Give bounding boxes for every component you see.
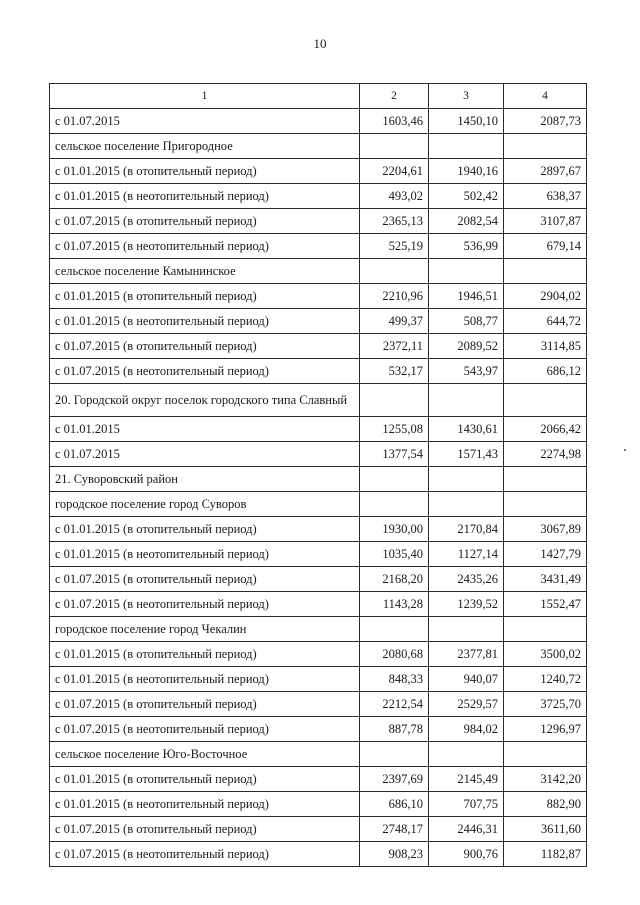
row-value-col4: 1427,79 xyxy=(504,542,587,567)
table-row xyxy=(50,259,587,284)
table-row xyxy=(50,359,587,384)
row-value-col4: 3067,89 xyxy=(504,517,587,542)
row-label: с 01.07.2015 (в неотопительный период) xyxy=(50,359,360,384)
row-value-col4: 2897,67 xyxy=(504,159,587,184)
row-value-col2: 525,19 xyxy=(360,234,429,259)
row-value-col2: 2212,54 xyxy=(360,692,429,717)
row-value-col3: 1430,61 xyxy=(429,417,504,442)
row-value-col3: 2446,31 xyxy=(429,817,504,842)
row-value-col2 xyxy=(360,134,429,159)
row-value-col2: 1035,40 xyxy=(360,542,429,567)
tariff-table xyxy=(49,83,587,867)
table-row xyxy=(50,692,587,717)
row-value-col2 xyxy=(360,259,429,284)
row-label: с 01.01.2015 (в отопительный период) xyxy=(50,767,360,792)
row-value-col3 xyxy=(429,467,504,492)
row-label: 20. Городской округ поселок городского типа Славный xyxy=(50,384,360,417)
table-row xyxy=(50,492,587,517)
table-row xyxy=(50,517,587,542)
row-value-col4: 3611,60 xyxy=(504,817,587,842)
row-value-col3: 2170,84 xyxy=(429,517,504,542)
row-label: с 01.07.2015 (в неотопительный период) xyxy=(50,842,360,867)
row-value-col3 xyxy=(429,617,504,642)
column-header-3: 3 xyxy=(429,84,504,109)
row-value-col4 xyxy=(504,467,587,492)
row-label: с 01.07.2015 (в отопительный период) xyxy=(50,209,360,234)
row-value-col2: 848,33 xyxy=(360,667,429,692)
row-value-col2: 1143,28 xyxy=(360,592,429,617)
row-value-col4: 882,90 xyxy=(504,792,587,817)
row-value-col3: 2377,81 xyxy=(429,642,504,667)
table-row xyxy=(50,792,587,817)
table-row xyxy=(50,667,587,692)
table-row xyxy=(50,617,587,642)
row-value-col3 xyxy=(429,492,504,517)
row-value-col4: 3725,70 xyxy=(504,692,587,717)
row-value-col3: 1127,14 xyxy=(429,542,504,567)
row-value-col4 xyxy=(504,617,587,642)
table-row xyxy=(50,442,587,467)
table-row xyxy=(50,417,587,442)
row-value-col2: 2372,11 xyxy=(360,334,429,359)
row-value-col3: 707,75 xyxy=(429,792,504,817)
table-row xyxy=(50,384,587,417)
table-row xyxy=(50,209,587,234)
table-row xyxy=(50,109,587,134)
row-label: с 01.07.2015 (в неотопительный период) xyxy=(50,717,360,742)
row-value-col4: 3114,85 xyxy=(504,334,587,359)
scan-speck xyxy=(624,449,626,451)
row-label: с 01.01.2015 (в отопительный период) xyxy=(50,517,360,542)
row-value-col3: 2089,52 xyxy=(429,334,504,359)
row-value-col2: 2748,17 xyxy=(360,817,429,842)
row-label: с 01.01.2015 (в неотопительный период) xyxy=(50,542,360,567)
row-value-col4: 2087,73 xyxy=(504,109,587,134)
row-value-col2: 887,78 xyxy=(360,717,429,742)
table-row xyxy=(50,842,587,867)
row-value-col2: 686,10 xyxy=(360,792,429,817)
row-value-col3: 1571,43 xyxy=(429,442,504,467)
row-value-col2 xyxy=(360,384,429,417)
row-value-col4 xyxy=(504,134,587,159)
table-row xyxy=(50,284,587,309)
row-value-col4: 1182,87 xyxy=(504,842,587,867)
row-value-col3 xyxy=(429,384,504,417)
row-label: с 01.07.2015 (в неотопительный период) xyxy=(50,592,360,617)
row-value-col3: 1946,51 xyxy=(429,284,504,309)
row-value-col2: 2365,13 xyxy=(360,209,429,234)
table-row xyxy=(50,742,587,767)
row-value-col4: 3142,20 xyxy=(504,767,587,792)
row-label: с 01.01.2015 (в отопительный период) xyxy=(50,642,360,667)
row-value-col4: 1552,47 xyxy=(504,592,587,617)
row-value-col4: 644,72 xyxy=(504,309,587,334)
row-value-col3: 502,42 xyxy=(429,184,504,209)
row-label: с 01.01.2015 (в отопительный период) xyxy=(50,284,360,309)
row-value-col3: 2529,57 xyxy=(429,692,504,717)
row-value-col4 xyxy=(504,384,587,417)
row-label: с 01.07.2015 (в отопительный период) xyxy=(50,692,360,717)
row-label: 21. Суворовский район xyxy=(50,467,360,492)
row-label: городское поселение город Чекалин xyxy=(50,617,360,642)
table-row xyxy=(50,134,587,159)
row-value-col4: 686,12 xyxy=(504,359,587,384)
row-value-col2 xyxy=(360,617,429,642)
row-value-col3: 536,99 xyxy=(429,234,504,259)
row-value-col3 xyxy=(429,134,504,159)
tariff-table-container xyxy=(49,83,587,867)
row-label: сельское поселение Пригородное xyxy=(50,134,360,159)
row-value-col3: 543,97 xyxy=(429,359,504,384)
row-value-col4: 638,37 xyxy=(504,184,587,209)
row-value-col3: 900,76 xyxy=(429,842,504,867)
row-label: с 01.07.2015 xyxy=(50,442,360,467)
row-value-col2: 2080,68 xyxy=(360,642,429,667)
row-value-col2: 2168,20 xyxy=(360,567,429,592)
row-value-col2: 2210,96 xyxy=(360,284,429,309)
row-label: с 01.01.2015 (в неотопительный период) xyxy=(50,184,360,209)
column-header-4: 4 xyxy=(504,84,587,109)
table-row xyxy=(50,642,587,667)
row-value-col3: 1239,52 xyxy=(429,592,504,617)
row-label: сельское поселение Камынинское xyxy=(50,259,360,284)
row-value-col4: 1240,72 xyxy=(504,667,587,692)
row-value-col2 xyxy=(360,492,429,517)
row-value-col2 xyxy=(360,467,429,492)
row-value-col4: 679,14 xyxy=(504,234,587,259)
row-label: с 01.07.2015 (в неотопительный период) xyxy=(50,234,360,259)
row-value-col3: 1450,10 xyxy=(429,109,504,134)
row-value-col4 xyxy=(504,492,587,517)
row-value-col2: 493,02 xyxy=(360,184,429,209)
row-label: с 01.01.2015 (в неотопительный период) xyxy=(50,667,360,692)
row-value-col3 xyxy=(429,259,504,284)
column-header-2: 2 xyxy=(360,84,429,109)
row-value-col4: 2904,02 xyxy=(504,284,587,309)
row-label: с 01.01.2015 (в неотопительный период) xyxy=(50,792,360,817)
row-value-col3 xyxy=(429,742,504,767)
row-value-col4 xyxy=(504,742,587,767)
table-row xyxy=(50,334,587,359)
row-value-col2: 1377,54 xyxy=(360,442,429,467)
page-number: 10 xyxy=(313,36,327,51)
table-row xyxy=(50,717,587,742)
row-value-col2: 2204,61 xyxy=(360,159,429,184)
row-value-col3: 940,07 xyxy=(429,667,504,692)
row-label: с 01.01.2015 xyxy=(50,417,360,442)
table-row xyxy=(50,817,587,842)
row-value-col2: 1603,46 xyxy=(360,109,429,134)
row-value-col3: 2082,54 xyxy=(429,209,504,234)
row-value-col3: 2145,49 xyxy=(429,767,504,792)
table-row xyxy=(50,467,587,492)
row-value-col2: 1930,00 xyxy=(360,517,429,542)
row-value-col4: 3500,02 xyxy=(504,642,587,667)
table-row xyxy=(50,567,587,592)
row-value-col3: 2435,26 xyxy=(429,567,504,592)
row-label: с 01.07.2015 (в отопительный период) xyxy=(50,817,360,842)
row-label: с 01.01.2015 (в неотопительный период) xyxy=(50,309,360,334)
row-value-col2: 2397,69 xyxy=(360,767,429,792)
row-value-col3: 1940,16 xyxy=(429,159,504,184)
row-value-col4: 3107,87 xyxy=(504,209,587,234)
row-value-col3: 508,77 xyxy=(429,309,504,334)
table-header-row xyxy=(50,84,587,109)
table-row xyxy=(50,184,587,209)
table-row xyxy=(50,159,587,184)
row-value-col4: 2066,42 xyxy=(504,417,587,442)
row-label: сельское поселение Юго-Восточное xyxy=(50,742,360,767)
table-row xyxy=(50,767,587,792)
row-value-col4: 3431,49 xyxy=(504,567,587,592)
row-label: с 01.07.2015 xyxy=(50,109,360,134)
row-label: с 01.07.2015 (в отопительный период) xyxy=(50,334,360,359)
table-row xyxy=(50,309,587,334)
row-value-col4 xyxy=(504,259,587,284)
table-row xyxy=(50,592,587,617)
row-value-col2: 1255,08 xyxy=(360,417,429,442)
row-value-col2: 532,17 xyxy=(360,359,429,384)
row-label: с 01.01.2015 (в отопительный период) xyxy=(50,159,360,184)
row-value-col2 xyxy=(360,742,429,767)
row-label: городское поселение город Суворов xyxy=(50,492,360,517)
column-header-1: 1 xyxy=(50,84,360,109)
row-value-col3: 984,02 xyxy=(429,717,504,742)
table-row xyxy=(50,542,587,567)
row-value-col4: 2274,98 xyxy=(504,442,587,467)
row-value-col4: 1296,97 xyxy=(504,717,587,742)
table-row xyxy=(50,234,587,259)
row-value-col2: 908,23 xyxy=(360,842,429,867)
row-label: с 01.07.2015 (в отопительный период) xyxy=(50,567,360,592)
row-value-col2: 499,37 xyxy=(360,309,429,334)
